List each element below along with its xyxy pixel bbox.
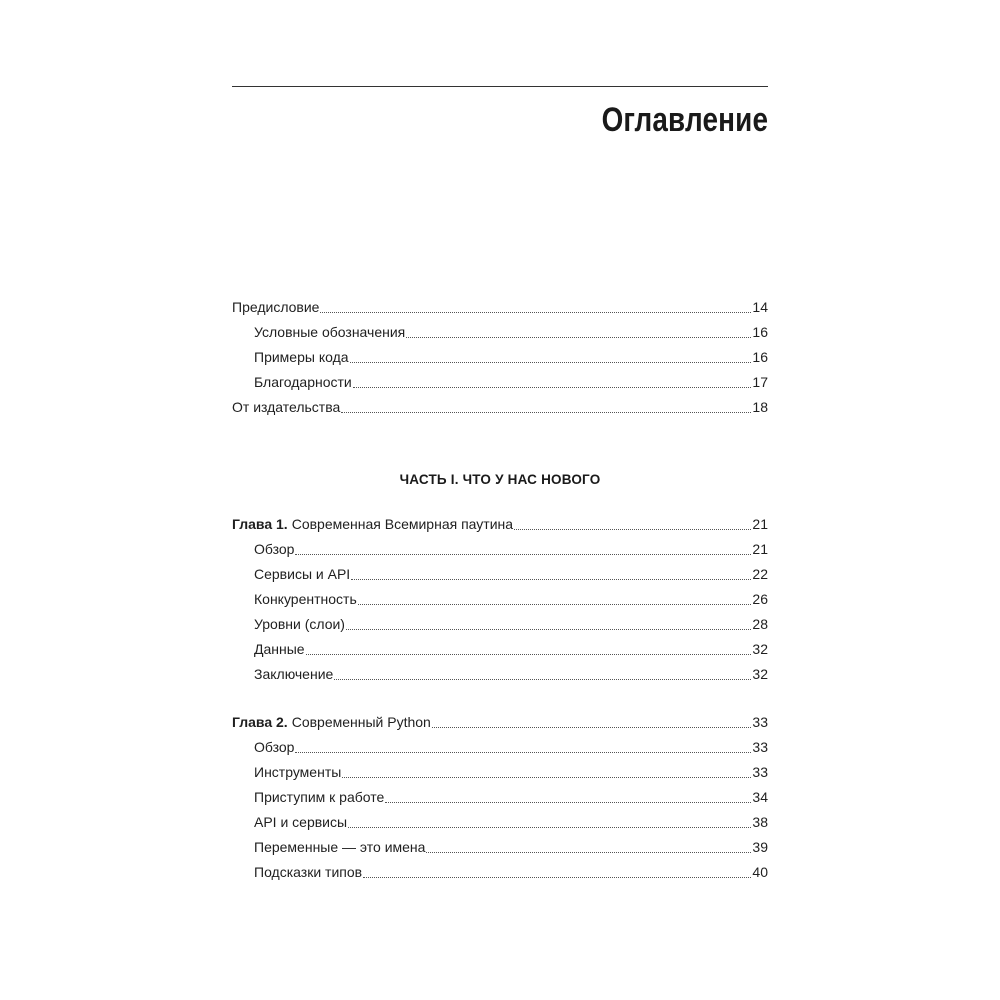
section-page: 34 <box>752 789 768 805</box>
chapter-page: 21 <box>752 516 768 532</box>
section-page: 32 <box>752 666 768 682</box>
section-entry[interactable] <box>232 537 768 562</box>
dot-leader <box>363 876 751 878</box>
chapter-entry[interactable] <box>232 512 768 537</box>
dot-leader <box>426 851 751 853</box>
toc-entry-label: От издательства <box>232 399 341 415</box>
toc-entry-label: Благодарности <box>254 374 352 390</box>
dot-leader <box>351 578 751 580</box>
section-label: Данные <box>254 641 305 657</box>
chapter-number: Глава 2. <box>232 714 288 730</box>
section-label: Обзор <box>254 541 295 557</box>
section-page: 28 <box>752 616 768 632</box>
chapter-entry[interactable] <box>232 710 768 735</box>
front-matter-list <box>232 295 768 420</box>
toc-entry[interactable] <box>232 370 768 395</box>
section-entry[interactable] <box>232 662 768 687</box>
section-label: Подсказки типов <box>254 864 363 880</box>
section-page: 33 <box>752 739 768 755</box>
section-page: 21 <box>752 541 768 557</box>
section-page: 39 <box>752 839 768 855</box>
dot-leader <box>306 653 752 655</box>
toc-entry-page: 18 <box>752 399 768 415</box>
toc-entry-page: 17 <box>752 374 768 390</box>
section-entry[interactable] <box>232 860 768 885</box>
section-entry[interactable] <box>232 835 768 860</box>
section-label: Конкурентность <box>254 591 357 607</box>
section-entry[interactable] <box>232 810 768 835</box>
section-page: 32 <box>752 641 768 657</box>
section-label: Заключение <box>254 666 334 682</box>
section-entry[interactable] <box>232 637 768 662</box>
section-label: Сервисы и API <box>254 566 351 582</box>
dot-leader <box>342 776 751 778</box>
dot-leader <box>334 678 751 680</box>
chapter-1-list <box>232 512 768 687</box>
chapter-page: 33 <box>752 714 768 730</box>
toc-entry[interactable] <box>232 295 768 320</box>
dot-leader <box>358 603 752 605</box>
dot-leader <box>432 726 752 728</box>
section-page: 38 <box>752 814 768 830</box>
chapter-title: Современная Всемирная паутина <box>291 516 514 532</box>
dot-leader <box>341 411 751 413</box>
toc-entry-label: Предисловие <box>232 299 320 315</box>
section-label: Уровни (слои) <box>254 616 345 632</box>
section-entry[interactable] <box>232 612 768 637</box>
dot-leader <box>295 751 751 753</box>
dot-leader <box>295 553 751 555</box>
dot-leader <box>320 311 751 313</box>
toc-entry-label: Примеры кода <box>254 349 349 365</box>
chapter-2-list <box>232 710 768 885</box>
section-entry[interactable] <box>232 562 768 587</box>
section-entry[interactable] <box>232 735 768 760</box>
section-entry[interactable] <box>232 785 768 810</box>
toc-entry-label: Условные обозначения <box>254 324 406 340</box>
dot-leader <box>346 628 751 630</box>
section-label: Приступим к работе <box>254 789 385 805</box>
part-heading: ЧАСТЬ I. ЧТО У НАС НОВОГО <box>399 472 601 487</box>
page-title: Оглавление <box>601 101 768 139</box>
section-page: 22 <box>752 566 768 582</box>
toc-entry[interactable] <box>232 320 768 345</box>
dot-leader <box>348 826 751 828</box>
chapter-title: Современный Python <box>291 714 431 730</box>
dot-leader <box>350 361 752 363</box>
toc-entry-page: 16 <box>752 349 768 365</box>
section-page: 33 <box>752 764 768 780</box>
toc-entry-page: 14 <box>752 299 768 315</box>
toc-entry[interactable] <box>232 395 768 420</box>
toc-entry-page: 16 <box>752 324 768 340</box>
section-label: Инструменты <box>254 764 342 780</box>
chapter-number: Глава 1. <box>232 516 288 532</box>
section-entry[interactable] <box>232 760 768 785</box>
section-page: 26 <box>752 591 768 607</box>
section-page: 40 <box>752 864 768 880</box>
section-label: Обзор <box>254 739 295 755</box>
section-label: API и сервисы <box>254 814 348 830</box>
section-label: Переменные — это имена <box>254 839 426 855</box>
toc-entry[interactable] <box>232 345 768 370</box>
dot-leader <box>514 528 751 530</box>
section-entry[interactable] <box>232 587 768 612</box>
top-rule <box>232 86 768 87</box>
dot-leader <box>385 801 751 803</box>
dot-leader <box>353 386 752 388</box>
dot-leader <box>406 336 751 338</box>
